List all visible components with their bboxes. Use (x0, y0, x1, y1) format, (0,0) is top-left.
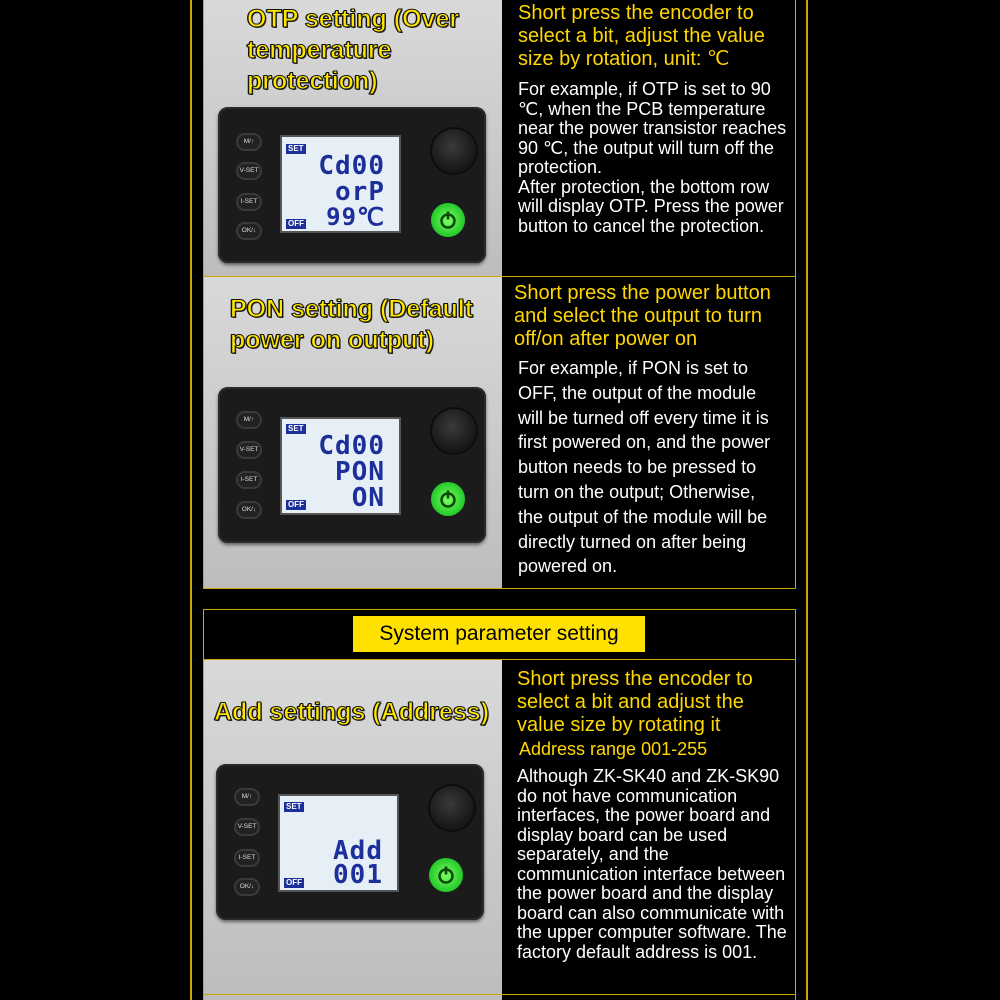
ok-down-button: OK/↓ (236, 222, 262, 240)
pon-heading: PON setting (Default power on output) (230, 295, 474, 354)
off-badge: OFF (288, 219, 304, 228)
lcd-row-1: Add (333, 836, 383, 866)
lcd-row-2: 001 (333, 860, 383, 890)
otp-border-left (203, 0, 204, 277)
otp-border-right (795, 0, 796, 277)
mode-up-button: M/↑ (236, 133, 262, 151)
lcd-row-1: Cd00 (318, 431, 385, 461)
i-set-button: I-SET (236, 193, 262, 211)
off-badge: OFF (286, 878, 302, 887)
frame-left (190, 0, 192, 1000)
otp-heading: OTP setting (Over temperature protection) (247, 5, 460, 95)
lcd-row-3: 99℃ (326, 203, 385, 231)
mode-up-button: M/↑ (234, 788, 260, 806)
lcd-screen (278, 794, 399, 892)
otp-device-image (218, 107, 486, 263)
pon-description: For example, if PON is set to OFF, the output of the module will be turned off every time it is first powered on, and the power button needs to be pressed to turn on the output; Otherwise, the output of the module will be directly turned on after being powered on. (518, 358, 771, 577)
encoder-knob-icon (432, 409, 476, 453)
banner-border-top (203, 609, 796, 610)
add-border-bottom (203, 994, 796, 995)
lcd-row-1: Cd00 (318, 151, 385, 181)
v-set-button: V-SET (236, 162, 262, 180)
v-set-button: V-SET (236, 441, 262, 459)
frame-right (806, 0, 808, 1000)
lcd-row-2: PON (335, 457, 385, 487)
pon-border-right (795, 277, 796, 589)
power-icon (431, 203, 465, 237)
encoder-knob-icon (430, 786, 474, 830)
pon-device-image (218, 387, 486, 543)
pon-instruction: Short press the power button and select the output to turn off/on after power on (514, 282, 771, 350)
ok-down-button: OK/↓ (236, 501, 262, 519)
power-icon (431, 482, 465, 516)
add-description: Although ZK-SK40 and ZK-SK90 do not have communication interfaces, the power board and display board can be used separately, and the communication interface between the power board and the display board can also communicate with the upper computer software. The factory default address is 001. (517, 766, 787, 962)
ok-down-button: OK/↓ (234, 878, 260, 896)
lcd-screen (280, 135, 401, 233)
i-set-button: I-SET (234, 849, 260, 867)
set-badge: SET (288, 424, 304, 433)
i-set-button: I-SET (236, 471, 262, 489)
lcd-row-2: orP (335, 177, 385, 207)
set-badge: SET (286, 802, 302, 811)
encoder-knob-icon (432, 129, 476, 173)
power-icon (429, 858, 463, 892)
add-heading: Add settings (Address) (214, 698, 490, 726)
add-instruction: Short press the encoder to select a bit and adjust the value size by rotating it (517, 668, 753, 736)
set-badge: SET (288, 144, 304, 153)
add-range: Address range 001-255 (519, 739, 708, 759)
pon-border-left (203, 277, 204, 589)
banner-border-right (795, 609, 796, 1000)
v-set-button: V-SET (234, 818, 260, 836)
section-banner: System parameter setting (353, 616, 645, 652)
otp-description: For example, if OTP is set to 90 ℃, when the PCB temperature near the power transistor reaches 90 ℃, the output will turn off the protection. After protection, the bottom row will display OTP. Press the power button to cancel the protection. (518, 79, 787, 236)
off-badge: OFF (288, 500, 304, 509)
lcd-screen (280, 417, 401, 515)
pon-border-bottom (203, 588, 796, 589)
lcd-row-3: ON (351, 483, 385, 513)
otp-instruction: Short press the encoder to select a bit, adjust the value size by rotation, unit: ℃ (518, 2, 765, 70)
mode-up-button: M/↑ (236, 411, 262, 429)
add-device-image (216, 764, 484, 920)
